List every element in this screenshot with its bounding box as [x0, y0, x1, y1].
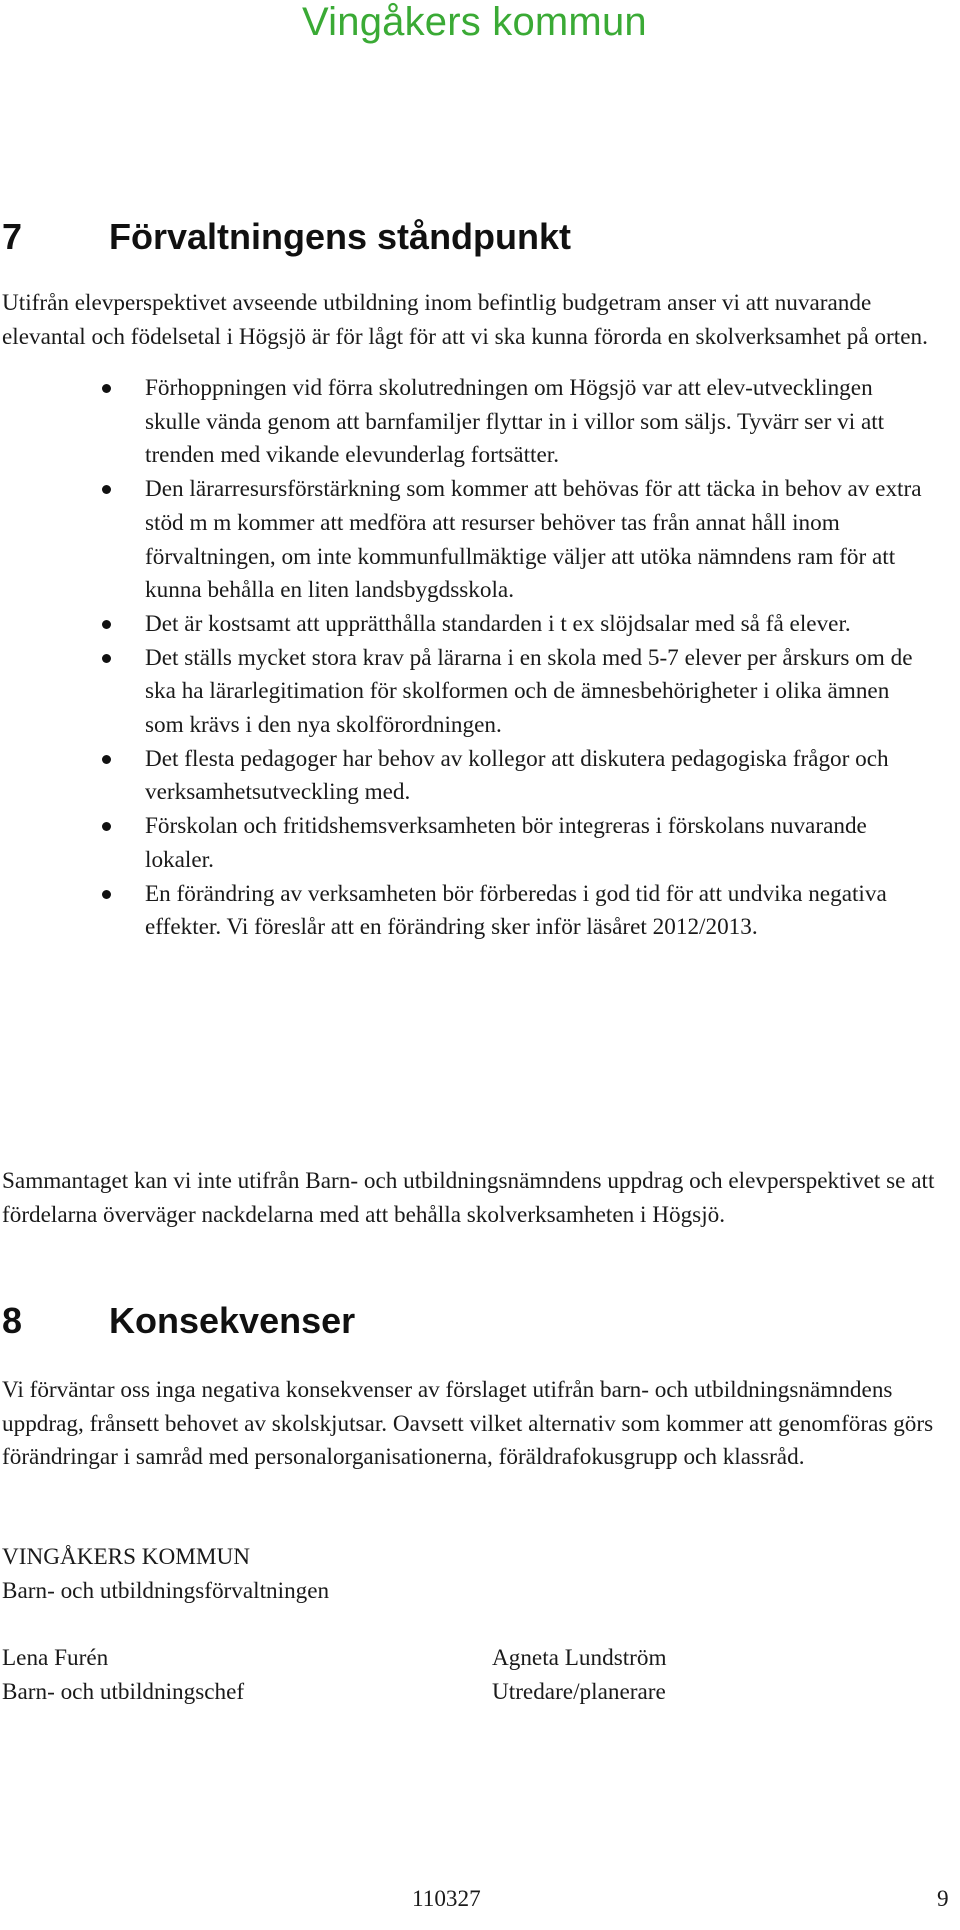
section-8-number: 8: [2, 1300, 23, 1341]
section-8-title: Konsekvenser: [109, 1300, 356, 1341]
section-8-heading: [2, 1300, 355, 1342]
bullet-item: Förhoppningen vid förra skolutredningen om Högsjö var att elev-utvecklingen skulle vända genom att barnfamiljer flyttar in i villor som säljs. Tyvärr ser vi att trenden med vikande elevunderlag fortsätter.: [0, 372, 930, 473]
section-8-body: Vi förväntar oss inga negativa konsekvenser av förslaget utifrån barn- och utbildningsnämndens uppdrag, frånsett behovet av skolskjutsar. Oavsett vilket alternativ som kommer att genomföras görs förändringar i samråd med personalorganisationerna, föräldrafokusgrupp och klassråd.: [2, 1377, 934, 1471]
signatory-name: Lena Furén: [2, 1645, 109, 1671]
bullet-item: Det ställs mycket stora krav på lärarna i en skola med 5-7 elever per årskurs om de ska ha lärarlegitimation för skolformen och de ämnesbehörigheter i olika ämnen som krävs i den nya skolförordningen.: [0, 642, 930, 743]
bullet-dot-icon: [102, 384, 111, 393]
section-7-heading: [2, 216, 571, 258]
bullet-item: Förskolan och fritidshemsverksamheten bör integreras i förskolans nuvarande lokaler.: [0, 810, 930, 877]
bullet-dot-icon: [102, 890, 111, 899]
signatory-role: Barn- och utbildningschef: [2, 1679, 245, 1705]
section-7-intro: Utifrån elevperspektivet avseende utbildning inom befintlig budgetram anser vi att nuvarande elevantal och födelsetal i Högsjö är för lågt för att vi ska kunna förorda en skolverksamhet på orten.: [2, 290, 928, 350]
bullet-dot-icon: [102, 654, 111, 663]
section-7-number: 7: [2, 216, 23, 257]
section-7-bullet-list: [0, 372, 930, 945]
bullet-dot-icon: [102, 620, 111, 629]
bullet-item: En förändring av verksamheten bör förberedas i god tid för att undvika negativa effekter. Vi föreslår att en förändring sker inför läsåret 2012/2013.: [0, 878, 930, 945]
bullet-dot-icon: [102, 822, 111, 831]
sender-department: Barn- och utbildningsförvaltningen: [2, 1578, 330, 1604]
bullet-dot-icon: [102, 755, 111, 764]
bullet-dot-icon: [102, 485, 111, 494]
footer-date-code: 110327: [412, 1886, 481, 1912]
bullet-item: Den lärarresursförstärkning som kommer att behövas för att täcka in behov av extra stöd m m kommer att medföra att resurser behöver tas från annat håll inom förvaltningen, om inte kommunfullmäktige väljer att utöka nämndens ram för att kunna behålla en liten landsbygdsskola.: [0, 473, 930, 608]
page-number: 9: [937, 1886, 949, 1912]
signatory-role: Utredare/planerare: [492, 1679, 666, 1705]
bullet-item: Det flesta pedagoger har behov av kollegor att diskutera pedagogiska frågor och verksamhetsutveckling med.: [0, 743, 930, 810]
signatory-name: Agneta Lundström: [492, 1645, 667, 1671]
bullet-item: Det är kostsamt att upprätthålla standarden i t ex slöjdsalar med så få elever.: [0, 608, 930, 642]
section-7-summary: Sammantaget kan vi inte utifrån Barn- och utbildningsnämndens uppdrag och elevperspektivet se att fördelarna överväger nackdelarna med att behålla skolverksamheten i Högsjö.: [2, 1168, 935, 1228]
sender-org: VINGÅKERS KOMMUN: [2, 1544, 250, 1570]
header-brand: Vingåkers kommun: [302, 0, 647, 44]
section-7-title: Förvaltningens ståndpunkt: [109, 216, 572, 257]
